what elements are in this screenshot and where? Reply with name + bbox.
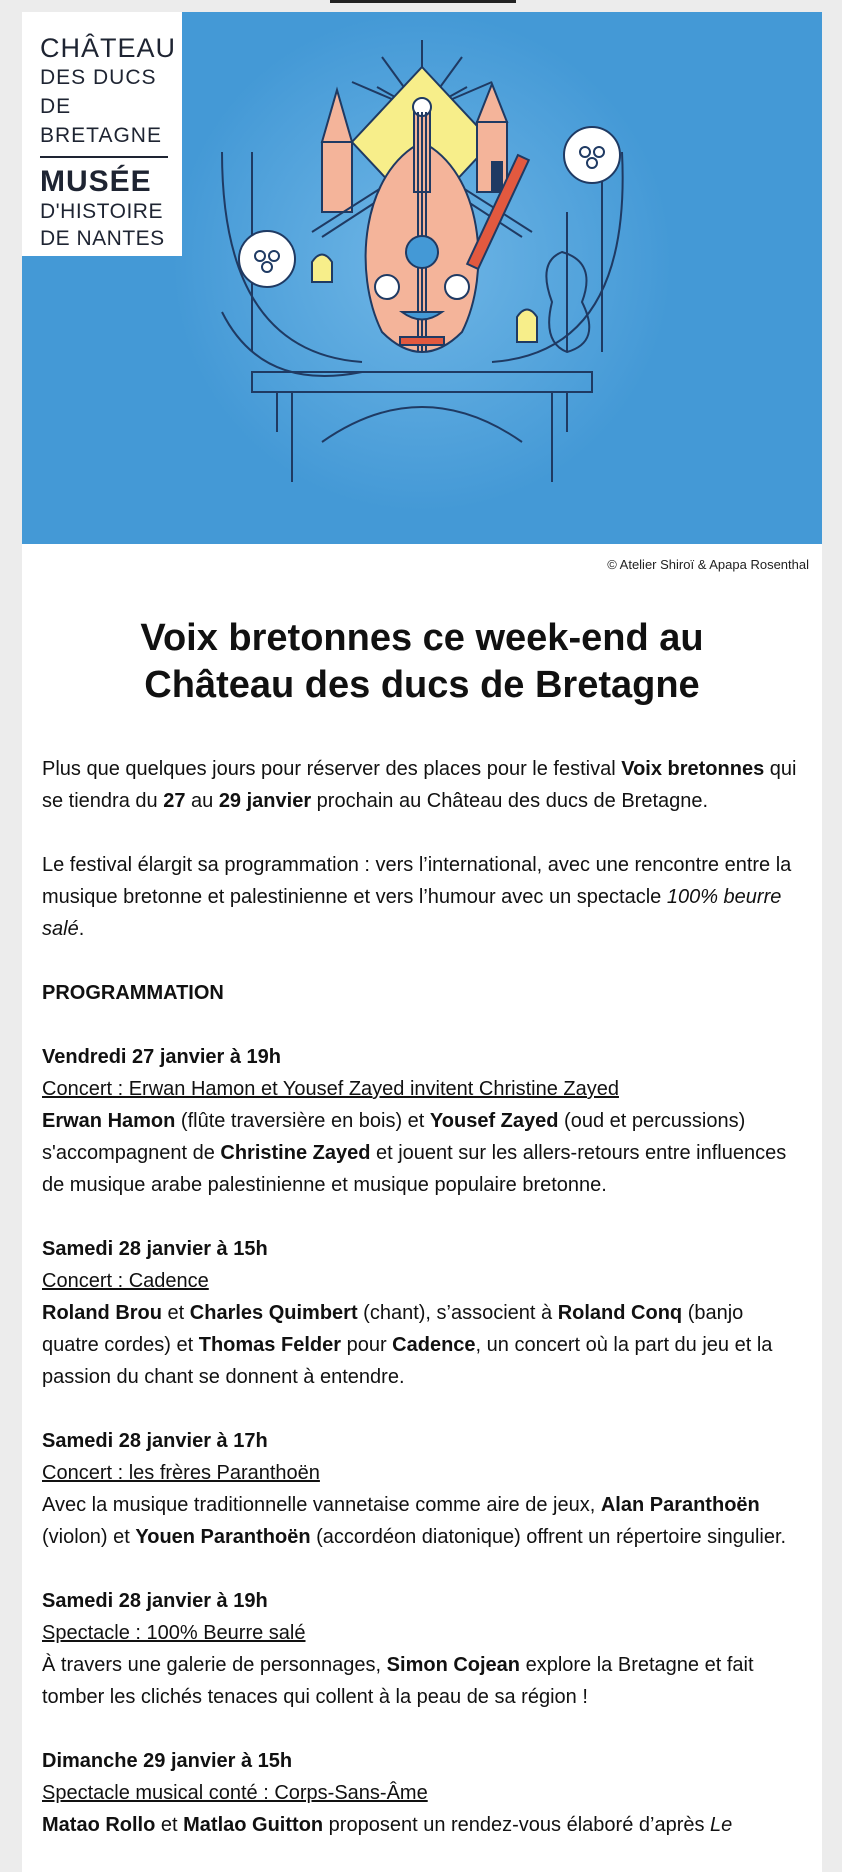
image-credit: © Atelier Shiroï & Apapa Rosenthal (607, 557, 809, 572)
logo-line-musee: MUSÉE (40, 165, 152, 198)
top-scroll-indicator (330, 0, 516, 3)
logo-line-chateau: CHÂTEAU (40, 33, 177, 63)
event-link[interactable]: Concert : Erwan Hamon et Yousef Zayed invitent Christine Zayed (42, 1078, 619, 1100)
event-item: Samedi 28 janvier à 15h Concert : Cadence Roland Brou et Charles Quimbert (chant), s’associent à Roland Conq (banjo quatre cordes) et Thomas Felder pour Cadence, un concert où la part du jeu et la passion du chant se donnent à entendre. (42, 1238, 773, 1388)
event-item: Samedi 28 janvier à 17h Concert : les frères Paranthoën Avec la musique traditionnelle vannetaise comme aire de jeux, Alan Paranthoën (violon) et Youen Paranthoën (accordéon diatonique) offrent un répertoire singulier. (42, 1430, 787, 1548)
museum-logo[interactable] (22, 12, 182, 256)
event-link[interactable]: Concert : les frères Paranthoën (42, 1462, 320, 1484)
event-item: Samedi 28 janvier à 19h Spectacle : 100% Beurre salé À travers une galerie de personnages, Simon Cojean explore la Bretagne et fait tomber les clichés tenaces qui collent à la peau de sa région ! (42, 1590, 754, 1708)
hero-banner (22, 12, 822, 544)
event-date: Samedi 28 janvier à 15h (42, 1238, 268, 1260)
event-item: Dimanche 29 janvier à 15h Spectacle musical conté : Corps-Sans-Âme Matao Rollo et Matlao Guitton proposent un rendez-vous élaboré d’après Le (42, 1750, 733, 1836)
event-item: Vendredi 27 janvier à 19h Concert : Erwan Hamon et Yousef Zayed invitent Christine Zayed Erwan Hamon (flûte traversière en bois) et Yousef Zayed (oud et percussions) s'accompagnent de Christine Zayed et jouent sur les allers-retours entre influences de musique arabe palestinienne et musique populaire bretonne. (42, 1046, 787, 1196)
event-date: Dimanche 29 janvier à 15h (42, 1750, 293, 1772)
event-date: Samedi 28 janvier à 17h (42, 1430, 268, 1452)
logo-line-nantes: DE NANTES (40, 227, 165, 250)
event-link[interactable]: Spectacle : 100% Beurre salé (42, 1622, 306, 1644)
event-date: Vendredi 27 janvier à 19h (42, 1046, 282, 1068)
programme-heading: PROGRAMMATION (42, 982, 224, 1004)
email-body (22, 753, 822, 1841)
email-card (22, 12, 822, 1872)
event-date: Samedi 28 janvier à 19h (42, 1590, 268, 1612)
programme-paragraph: Le festival élargit sa programmation : vers l’international, avec une rencontre entre la musique bretonne et palestinienne et vers l’humour avec un spectacle 100% beurre salé. (42, 854, 792, 940)
event-link[interactable]: Spectacle musical conté : Corps-Sans-Âme (42, 1782, 428, 1804)
intro-paragraph: Plus que quelques jours pour réserver des places pour le festival Voix bretonnes qui se tiendra du 27 au 29 janvier prochain au Château des ducs de Bretagne. (42, 758, 797, 812)
logo-line-histoire: D'HISTOIRE (40, 200, 163, 223)
logo-line-des-ducs: DES DUCS DE (40, 66, 157, 118)
logo-line-bretagne: BRETAGNE (40, 124, 162, 147)
logo-divider (40, 156, 168, 158)
page-title: Voix bretonnes ce week-end au Château des ducs de Bretagne (140, 617, 704, 706)
event-link[interactable]: Concert : Cadence (42, 1270, 209, 1292)
